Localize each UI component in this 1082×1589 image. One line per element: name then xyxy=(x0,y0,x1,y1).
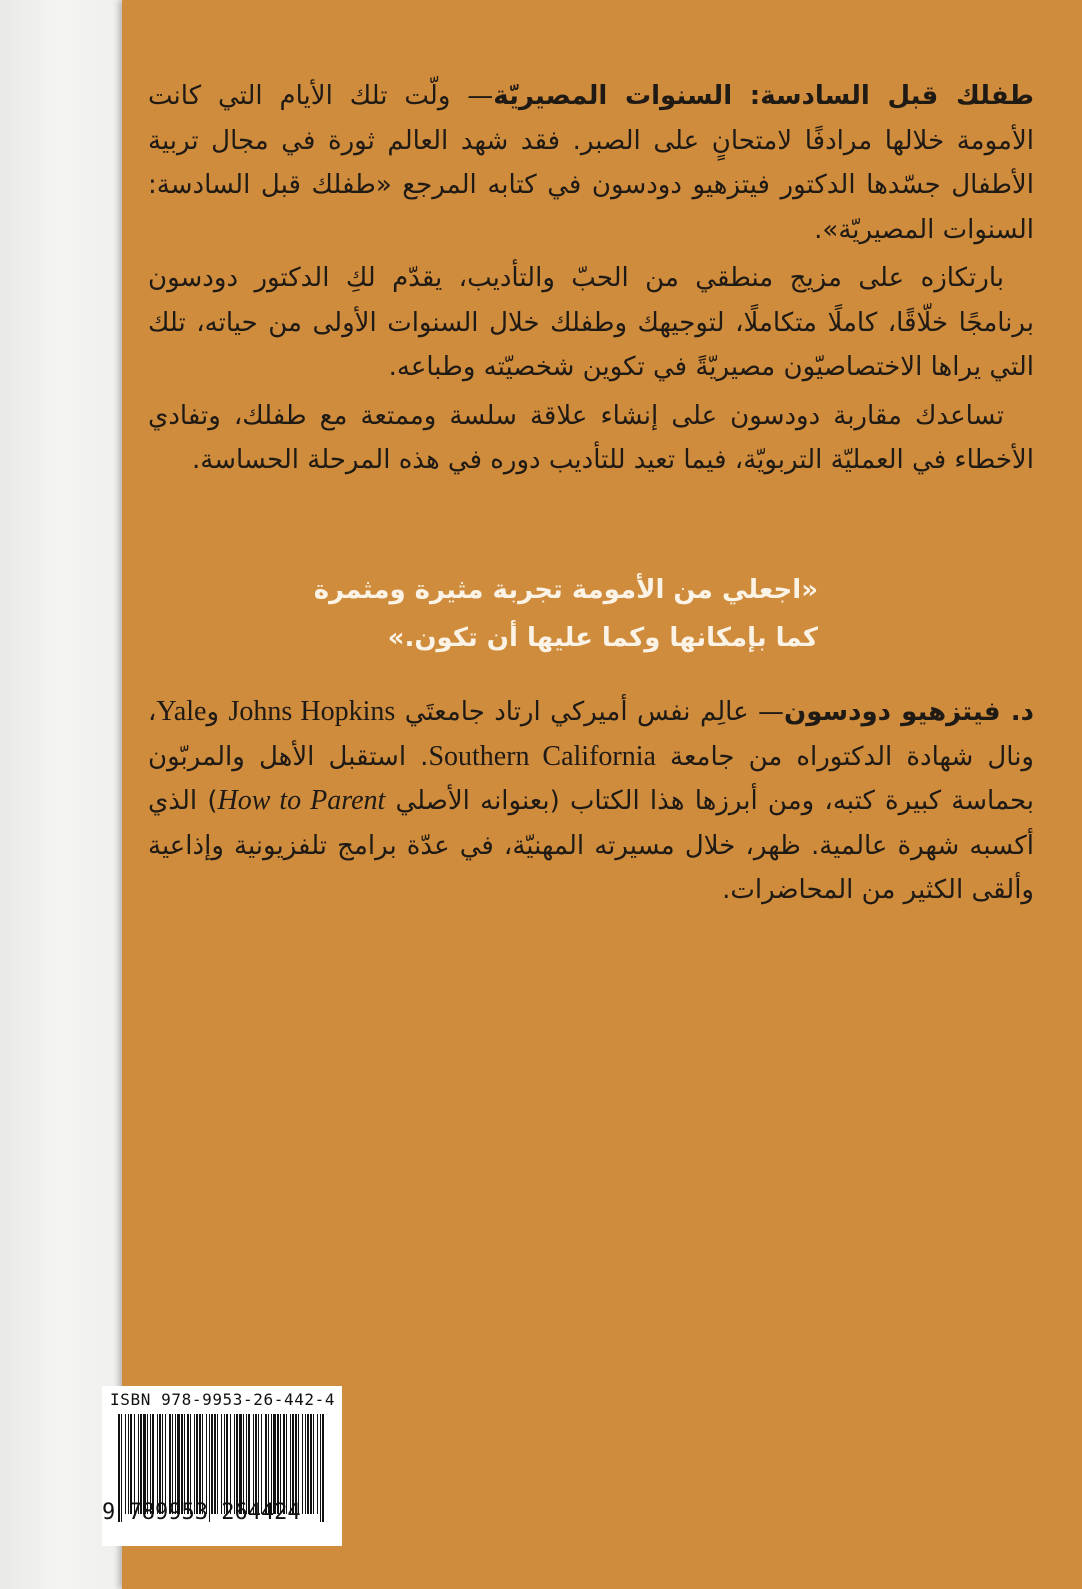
barcode-bar xyxy=(159,1414,161,1514)
barcode-bar xyxy=(239,1414,242,1514)
book-title-lead: طفلك قبل السادسة: السنوات المصيريّة xyxy=(493,81,1034,111)
barcode-bar xyxy=(140,1414,142,1514)
barcode-bar xyxy=(286,1414,287,1514)
barcode-bar xyxy=(211,1414,213,1514)
barcode-bar xyxy=(214,1414,216,1514)
barcode-bar xyxy=(184,1414,185,1514)
barcode-bar xyxy=(125,1414,126,1514)
author-bio-text-5: ) الذي أكسبه شهرة عالمية. ظهر، خلال مسيرته المهنيّة، في عدّة برامج تلفزيونية وإذاعية وألقى الكثير من المحاضرات. xyxy=(148,786,1034,905)
barcode-bar xyxy=(199,1414,201,1514)
barcode-bar xyxy=(265,1414,267,1514)
author-bio-text-4: . استقبل الأهل والمربّون بحماسة كبيرة كتبه، ومن أبرزها هذا الكتاب (بعنوانه الأصلي xyxy=(148,741,1035,816)
original-title: How to Parent xyxy=(217,785,386,816)
barcode-bar xyxy=(255,1414,257,1514)
author-bio-text-3: ، ونال شهادة الدكتوراه من جامعة xyxy=(148,697,1034,772)
synopsis-paragraph-1 xyxy=(148,74,1034,252)
barcode-bar xyxy=(138,1414,139,1514)
barcode-bar xyxy=(128,1414,129,1514)
barcode-bar xyxy=(221,1414,222,1514)
barcode-bar xyxy=(175,1414,176,1514)
barcode-bar xyxy=(217,1414,218,1514)
isbn-label: ISBN 978-9953-26-442-4 xyxy=(110,1390,336,1409)
barcode-bar xyxy=(190,1414,191,1514)
isbn-barcode-panel xyxy=(102,1386,342,1546)
barcode-bar xyxy=(305,1414,306,1514)
barcode-digits: 9 789953 264424 xyxy=(102,1500,301,1525)
author-bio-text-1: — عالِم نفس أميركي ارتاد جامعتَي xyxy=(395,697,785,727)
barcode-bar xyxy=(268,1414,269,1514)
barcode-bar xyxy=(271,1414,272,1514)
barcode-bar xyxy=(143,1414,146,1514)
barcode-bar xyxy=(307,1414,309,1514)
barcode-bar xyxy=(313,1414,314,1514)
barcode-bar xyxy=(248,1414,250,1514)
author-bio xyxy=(148,690,1034,913)
synopsis xyxy=(148,74,1034,483)
barcode-bar xyxy=(253,1414,254,1514)
barcode-bar xyxy=(162,1414,163,1514)
barcode-bar xyxy=(181,1414,183,1514)
pull-quote-line-1: «اجعلي من الأمومة تجربة مثيرة ومثمرة xyxy=(313,575,818,605)
pull-quote xyxy=(148,566,818,662)
synopsis-text-1: — ولّت تلك الأيام التي كانت الأمومة خلالها مرادفًا لامتحانٍ على الصبر. فقد شهد العالم ثورة في مجال تربية الأطفال جسّدها الدكتور فيتزهيو دودسون في كتابه المرجع «طفلك قبل السادسة: السنوات المصيريّة». xyxy=(148,81,1034,245)
barcode-bar xyxy=(169,1414,171,1514)
barcode-bar xyxy=(172,1414,173,1514)
author-name: د. فيتزهيو دودسون xyxy=(784,697,1034,727)
barcode-bar xyxy=(310,1414,312,1514)
barcode-bar xyxy=(292,1414,294,1514)
barcode-bar xyxy=(298,1414,299,1514)
barcode-bar xyxy=(246,1414,247,1514)
barcode-bar xyxy=(150,1414,151,1514)
barcode-bar xyxy=(277,1414,279,1514)
barcode-bar xyxy=(194,1414,195,1514)
barcode-bar xyxy=(283,1414,285,1514)
barcode-bar xyxy=(258,1414,259,1514)
barcode-bar xyxy=(317,1414,318,1514)
barcode-bar xyxy=(130,1414,132,1514)
barcode-bar xyxy=(152,1414,154,1514)
author-bio-text-2: و xyxy=(206,697,229,727)
barcode-bar xyxy=(273,1414,276,1514)
barcode-bar xyxy=(243,1414,244,1514)
barcode-bar xyxy=(165,1414,166,1514)
barcode-bar xyxy=(290,1414,291,1514)
barcode-bar xyxy=(202,1414,203,1514)
barcode-bar xyxy=(295,1414,297,1514)
barcode-bar xyxy=(261,1414,262,1514)
barcode-bar xyxy=(224,1414,225,1514)
pull-quote-line-2: كما بإمكانها وكما عليها أن تكون.» xyxy=(387,623,818,653)
barcode-bar xyxy=(280,1414,281,1514)
barcode-bar xyxy=(177,1414,180,1514)
university-yale: Yale xyxy=(156,696,207,727)
barcode-bar xyxy=(206,1414,207,1514)
barcode-bar xyxy=(230,1414,231,1514)
barcode-bar xyxy=(226,1414,228,1514)
barcode-bar xyxy=(234,1414,235,1514)
barcode-bar xyxy=(196,1414,198,1514)
barcode-bar xyxy=(157,1414,158,1514)
author-bio-paragraph xyxy=(148,690,1034,913)
barcode-bar xyxy=(134,1414,135,1514)
barcode-bar xyxy=(147,1414,148,1514)
university-southern-california: Southern California xyxy=(428,740,656,772)
barcode-bar xyxy=(302,1414,303,1514)
barcode-bar xyxy=(187,1414,189,1514)
synopsis-paragraph-3: تساعدك مقاربة دودسون على إنشاء علاقة سلسة وممتعة مع طفلك، وتفادي الأخطاء في العمليّة التربويّة، فيما تعيد للتأديب دوره في هذه المرحلة الحساسة. xyxy=(148,400,1034,475)
barcode-bar xyxy=(236,1414,238,1514)
synopsis-paragraph-2: بارتكازه على مزيج منطقي من الحبّ والتأديب، يقدّم لكِ الدكتور دودسون برنامجًا خلّاقًا، كاملًا متكاملًا، لتوجيهك وطفلك خلال السنوات الأولى من حياته، تلك التي يراها الاختصاصيّون مصيريّةً في تكوين شخصيّته وطباعه. xyxy=(148,263,1034,382)
university-johns-hopkins: Johns Hopkins xyxy=(228,696,396,727)
